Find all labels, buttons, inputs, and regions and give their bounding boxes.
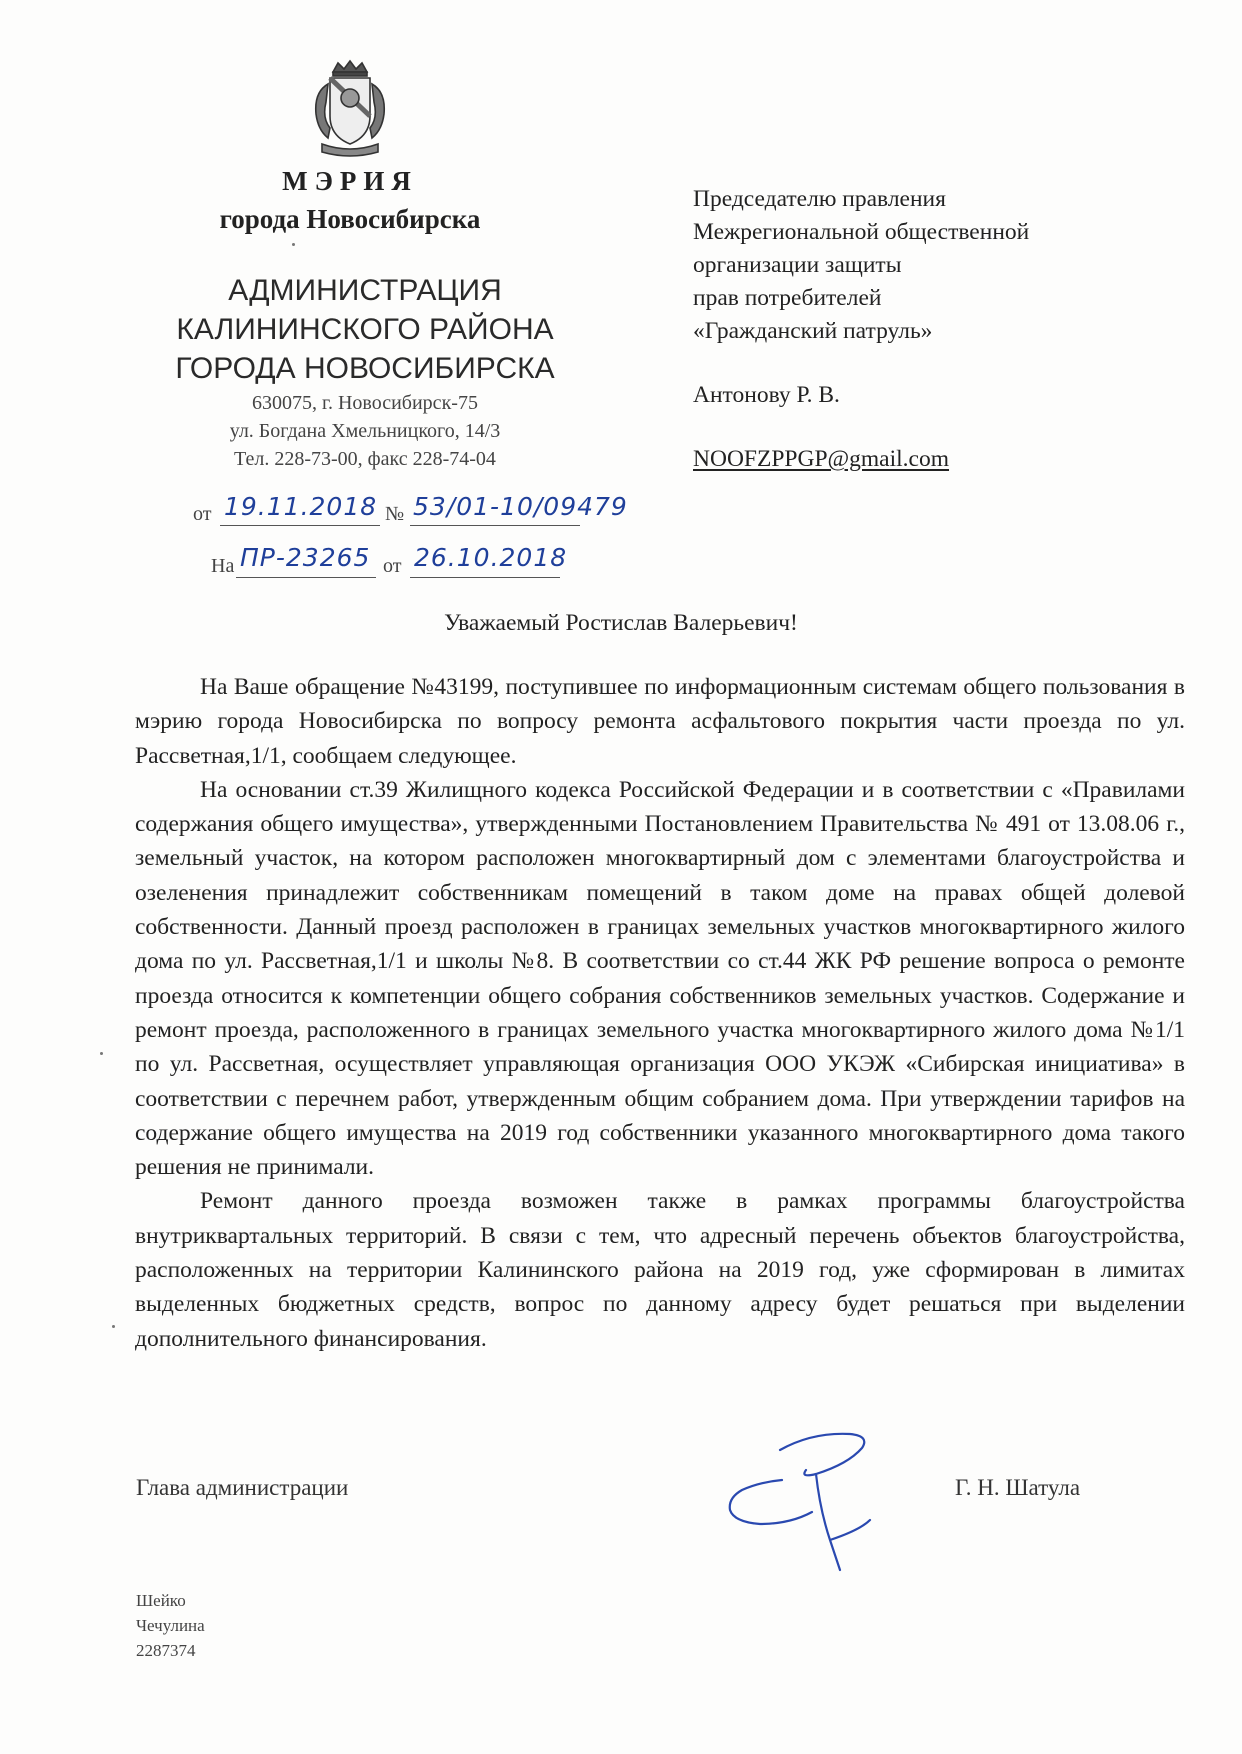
signatory-role: Глава администрации <box>136 1475 349 1500</box>
scan-speck <box>292 243 295 246</box>
ref-number-label: № <box>385 503 405 525</box>
coat-of-arms-icon <box>300 58 400 162</box>
signatory-name: Г. Н. Шатула <box>955 1475 1081 1500</box>
mayor-city: города Новосибирска <box>219 204 481 234</box>
mayor-title: МЭРИЯ <box>282 166 418 196</box>
scan-speck <box>100 1052 103 1055</box>
scan-speck <box>112 1325 115 1328</box>
addressee-line-5: «Гражданский патруль» <box>693 318 933 344</box>
executor-phone: 2287374 <box>136 1641 196 1660</box>
incoming-number: ПР-23265 <box>240 543 371 572</box>
addressee-line-4: прав потребителей <box>693 285 882 311</box>
addressee-email: NOOFZPPGP@gmail.com <box>693 446 950 472</box>
body-paragraph-2: На основании ст.39 Жилищного кодекса Российской Федерации и в соответствии с «Правилами содержания общего имущества», утвержденными Постановлением Правительства № 491 от 13.08.06 г., земельный участок, на котором расположен многоквартирный дом с элементами благоустройства и озеленения принадлежит собственникам помещений в таком доме на правах общей долевой собственности. Данный проезд расположен в границах земельных участков многоквартирного жилого дома по ул. Рассветная,1/1 и школы №8. В соответствии со ст.44 ЖК РФ решение вопроса о ремонте проезда относится к компетенции общего собрания собственников земельных участков. Содержание и ремонт проезда, расположенного в границах земельного участка многоквартирного жилого дома №1/1 по ул. Рассветная, осуществляет управляющая организация ООО УКЭЖ «Сибирская инициатива» в соответствии с перечнем работ, утвержденным общим собранием дома. При утверждении тарифов на содержание общего имущества на 2019 год собственники указанного многоквартирного дома такого решения не принимали. <box>135 776 1185 1181</box>
admin-line-3: ГОРОДА НОВОСИБИРСКА <box>175 352 555 385</box>
date-underline <box>220 525 380 526</box>
address-line-3: Тел. 228-73-00, факс 228-74-04 <box>234 448 496 470</box>
ref-incoming-from-label: от <box>383 555 402 577</box>
ref-from-label: от <box>193 503 212 525</box>
signature-icon <box>720 1420 920 1590</box>
letter-body <box>135 670 1185 1356</box>
incoming-date-underline <box>410 577 560 578</box>
salutation: Уважаемый Ростислав Валерьевич! <box>444 610 798 636</box>
admin-line-2: КАЛИНИНСКОГО РАЙОНА <box>176 313 554 346</box>
addressee-block <box>693 183 1029 476</box>
body-paragraph-1: На Ваше обращение №43199, поступившее по информационным системам общего пользования в мэрию города Новосибирска по вопросу ремонта асфальтового покрытия части проезда по ул. Рассветная,1/1, сообщаем следующее. <box>135 674 1185 769</box>
executor-1: Шейко <box>136 1591 186 1610</box>
address-line-1: 630075, г. Новосибирск-75 <box>252 392 478 414</box>
executor-2: Чечулина <box>136 1616 205 1635</box>
admin-line-1: АДМИНИСТРАЦИЯ <box>228 274 502 307</box>
executor-block <box>136 1588 205 1663</box>
ref-reply-label: На <box>211 555 235 577</box>
number-underline <box>410 525 580 526</box>
body-paragraph-3: Ремонт данного проезда возможен также в рамках программы благоустройства внутриквартальных территорий. В связи с тем, что адресный перечень объектов благоустройства, расположенных на территории Калининского района на 2019 год, уже сформирован в лимитах выделенных бюджетных средств, вопрос по данному адресу будет решаться при выделении дополнительного финансирования. <box>135 1188 1185 1352</box>
incoming-number-underline <box>236 577 376 578</box>
addressee-name: Антонову Р. В. <box>693 382 840 408</box>
incoming-date: 26.10.2018 <box>414 543 568 572</box>
outgoing-date: 19.11.2018 <box>224 492 378 521</box>
addressee-line-1: Председателю правления <box>693 186 946 212</box>
addressee-line-3: организации защиты <box>693 252 902 278</box>
outgoing-number: 53/01-10/09479 <box>413 492 628 521</box>
address-line-2: ул. Богдана Хмельницкого, 14/3 <box>229 420 501 442</box>
addressee-line-2: Межрегиональной общественной <box>693 219 1030 245</box>
